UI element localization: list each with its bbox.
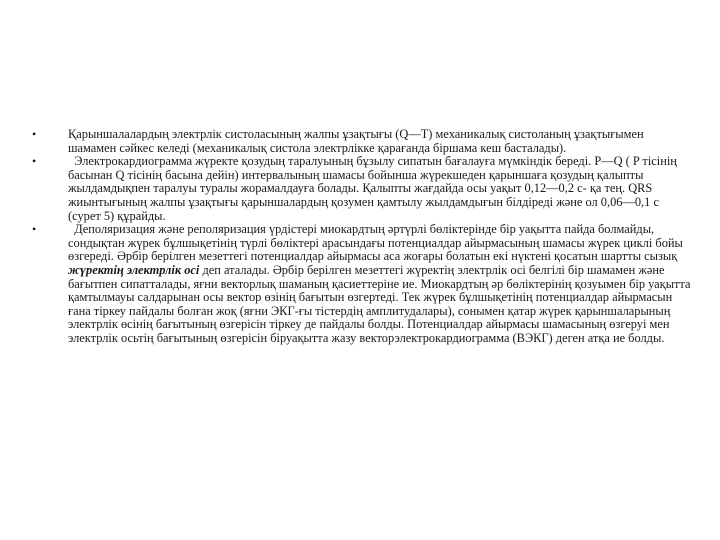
bullet-text — [68, 128, 692, 155]
bullet-marker: • — [32, 222, 37, 237]
text-run: деп аталады. Әрбір берілген мезеттегі жүректің электрлік осі белгілі бір шамамен және бағытпен сипатталады, яғни векторлық шаманың қасиеттеріне ие. Миокардтың әр бөліктерінің қозуымен бір уақытта қамтылмауы салдарынан осы вектор өзінің бағытын өзгертеді. Тек жүрек бұлшықетінің потенциалдар айырмасын ғана тіркеу пайдалы болған жоқ (яғни ЭКГ-ғы тістердің амплитудалары), сонымен қатар жүрек қарыншаларының электрлік өсінің бағытының өзгерісін тіркеу де пайдалы болды. Потенциалдар айырмасы шамасының өзгеруі мен электрлік осьтің бағытының өзгерісін біруақытта жазу векторэлектрокардиограмма (ВЭКГ) деген атқа ие болды. — [68, 262, 694, 345]
bullet-item-1 — [32, 128, 692, 155]
bullet-text — [68, 155, 692, 223]
emphasized-term: жүректің электрлік осі — [68, 262, 200, 277]
bullet-item-2 — [32, 155, 692, 223]
bullet-list — [32, 128, 692, 346]
bullet-item-3 — [32, 223, 692, 345]
bullet-marker: • — [32, 127, 37, 141]
bullet-text — [68, 223, 692, 345]
text-run: Қарыншалалардың электрлік систоласының жалпы ұзақтығы (Q—T) механикалық систоланың ұзақтығымен шамамен сәйкес келеді (механикалық систола электрлікке қарағанда біршама кеш басталады). — [68, 127, 644, 155]
bullet-marker: • — [32, 154, 37, 169]
text-run: Электрокардиограмма жүректе қозудың таралуының бұзылу сипатын бағалауға мүмкіндік береді. P—Q ( P тісінің басынан Q тісінің басына дейін) интервалының шамасы бойынша жүрекшеден қарыншаға қозудың қалыпты жылдамдықпен таралуы туралы жорамалдауға болады. Қалыпты жағдайда осы уақыт 0,12—0,2 с- қа тең. QRS жиынтығының жалпы ұзақтығы қарыншалардың қозумен қамтылу жылдамдығын білдіреді және ол 0,06—0,1 с (сурет 5) құрайды. — [68, 154, 681, 223]
text-run: Деполяризация және реполяризация үрдістері миокардтың әртүрлі бөліктерінде бір уақытта пайда болмайды, сондықтан жүрек бұлшықетінің түрлі бөліктері арасындағы потенциалдар айырмасының шамасы жүрек циклі бойы өзгереді. Әрбір берілген мезеттегі потенциалдар айырмасы аса жоғары болатын екі нүктені қосатын шартты сызық — [68, 222, 686, 264]
